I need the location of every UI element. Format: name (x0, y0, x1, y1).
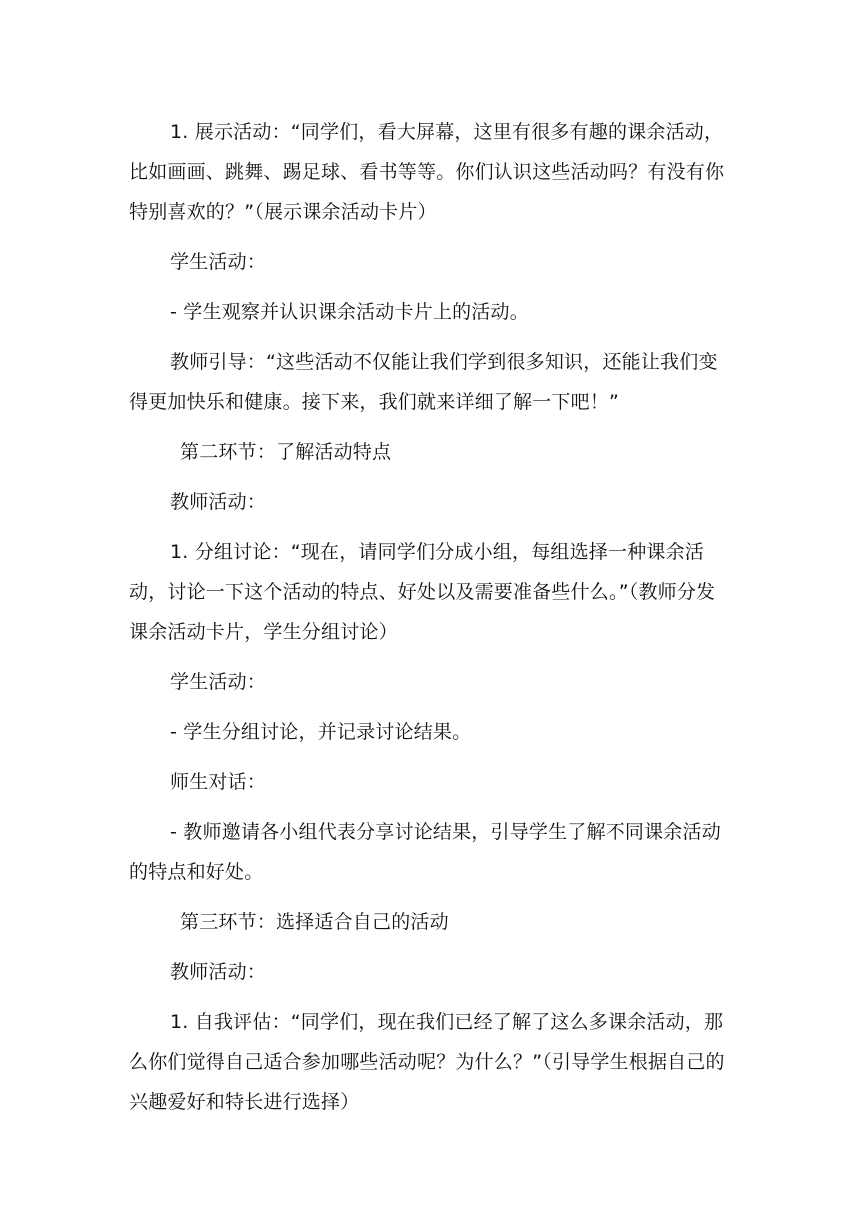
student-record-item: - 学生分组讨论，并记录讨论结果。 (170, 721, 472, 743)
label-dialogue: 师生对话： (170, 771, 267, 793)
section-heading-two: 第二环节：了解活动特点 (180, 441, 392, 463)
label-student-activity-two: 学生活动： (170, 671, 267, 693)
label-teacher-activity: 教师活动： (170, 491, 267, 513)
label-student-activity: 学生活动： (170, 251, 267, 273)
section-heading-three: 第三环节：选择适合自己的活动 (180, 911, 449, 933)
label-teacher-activity-two: 教师活动： (170, 961, 267, 983)
paragraph-display-activity: 1. 展示活动：“同学们，看大屏幕，这里有很多有趣的课余活动，比如画画、跳舞、踢足球、看书等等。你们认识这些活动吗？有没有你特别喜欢的？”（展示课余活动卡片） (129, 121, 725, 223)
document-body (129, 112, 734, 1122)
teacher-invite-item: - 教师邀请各小组代表分享讨论结果，引导学生了解不同课余活动的特点和好处。 (129, 821, 721, 883)
teacher-guide-paragraph: 教师引导：“这些活动不仅能让我们学到很多知识，还能让我们变得更加快乐和健康。接下来，我们就来详细了解一下吧！” (129, 351, 718, 413)
paragraph-self-assessment: 1. 自我评估：“同学们，现在我们已经了解了这么多课余活动，那么你们觉得自己适合参加哪些活动呢？为什么？”（引导学生根据自己的兴趣爱好和特长进行选择） (129, 1011, 725, 1113)
student-observe-item: - 学生观察并认识课余活动卡片上的活动。 (170, 301, 529, 323)
paragraph-group-discussion: 1. 分组讨论：“现在，请同学们分成小组，每组选择一种课余活动，讨论一下这个活动的特点、好处以及需要准备些什么。”（教师分发课余活动卡片，学生分组讨论） (129, 541, 716, 643)
